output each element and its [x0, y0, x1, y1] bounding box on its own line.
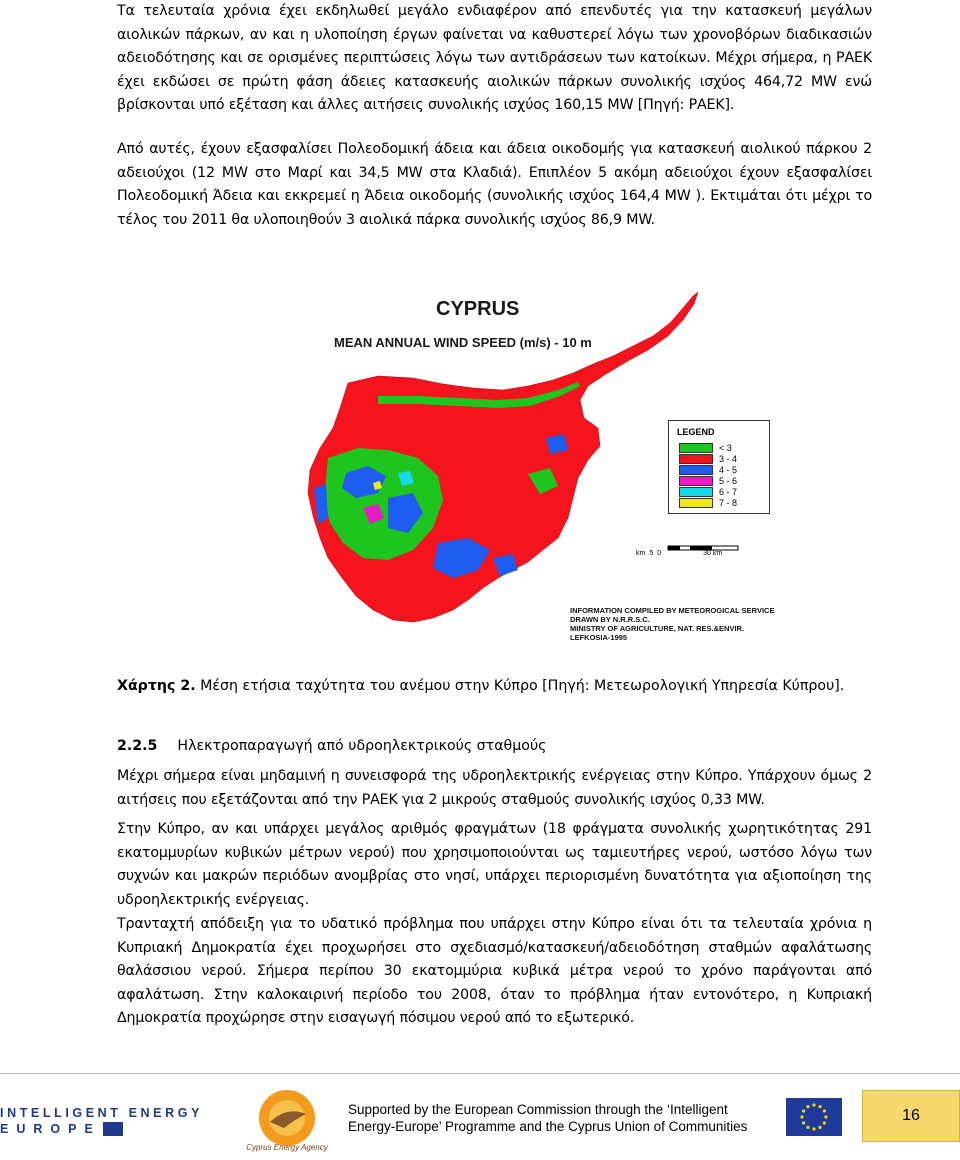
legend-row — [679, 498, 737, 508]
legend-swatch-cyan — [679, 487, 713, 497]
legend-label: 5 - 6 — [719, 476, 738, 486]
legend-row — [679, 454, 737, 464]
credit-line: INFORMATION COMPILED BY METEOROGICAL SERVICE — [570, 606, 775, 615]
legend-label: 4 - 5 — [719, 465, 738, 475]
eu-mini-flag-icon — [103, 1122, 123, 1136]
page-number-box — [862, 1090, 960, 1142]
section-title: Ηλεκτροπαραγωγή από υδροηλεκτρικούς σταθμούς — [177, 738, 547, 754]
credit-line: MINISTRY OF AGRICULTURE, NAT. RES.&ENVIR. — [570, 624, 745, 633]
legend-label: 6 - 7 — [719, 487, 738, 497]
paragraph-wind-parks: Τα τελευταία χρόνια έχει εκδηλωθεί μεγάλο ενδιαφέρον από επενδυτές για την κατασκευή μεγάλων αιολικών πάρκων, αν και η υλοποίηση έργων φαίνεται να καθυστερεί λόγω των χρονοβόρων διαδικασιών αδειοδότησης και σε ορισμένες περιπτώσεις λόγω των αντιδράσεων των κατοίκων. Μέχρι σήμερα, η ΡΑΕΚ έχει εκδώσει σε πρώτη φάση άδειες κατασκευής αιολικών πάρκων συνολικής ισχύος 464,72 MW ενώ βρίσκονται υπό εξέταση και άλλες αιτήσεις συνολικής ισχύος 160,15 MW [Πηγή: ΡΑΕΚ]. — [117, 3, 872, 113]
footer-support-line2: Energy-Europe’ Programme and the Cyprus Union of Communities — [348, 1119, 748, 1134]
section-heading — [117, 738, 546, 754]
paragraph-desalination: Τρανταχτή απόδειξη για το υδατικό πρόβλημα που υπάρχει στην Κύπρο είναι ότι τα τελευταία χρόνια η Κυπριακή Δημοκρατία έχει προχωρήσει στο σχεδιασμό/κατασκευή/αδειοδότηση σταθμών αφαλάτωσης θαλάσσιου νερού. Σήμερα περίπου 30 εκατομμύρια κυβικά μέτρα νερού το χρόνο παράγονται από αφαλάτωση. Στην καλοκαιρινή περίοδο του 2008, όταν το πρόβλημα ήταν εντονότερο, η Κυπριακή Δημοκρατία προχώρησε στην εισαγωγή πόσιμου νερού από το εξωτερικό. — [117, 916, 872, 1026]
caption-label: Χάρτης 2. — [117, 678, 196, 694]
footer-support-line1: Supported by the European Commission through the ‘Intelligent — [348, 1102, 728, 1117]
legend-label: 7 - 8 — [719, 498, 738, 508]
iee-logo-line1: INTELLIGENT ENERGY — [0, 1106, 204, 1120]
legend-label: 3 - 4 — [719, 454, 738, 464]
paragraph-permits: Από αυτές, έχουν εξασφαλίσει Πολεοδομική άδεια και άδεια οικοδομής για κατασκευή αιολικού πάρκου 2 αδειούχοι (12 MW στο Μαρί και 34,5 MW στα Κλαδιά). Επιπλέον 5 ακόμη αδειούχοι έχουν εξασφαλίσει Πολεοδομική Άδεια και εκκρεμεί η Άδεια οικοδομής (συνολικής ισχύος 164,4 MW ). Εκτιμάται ότι μέχρι το τέλος του 2011 θα υλοποιηθούν 3 αιολικά πάρκα συνολικής ισχύος 86,9 MW. — [117, 141, 872, 228]
scale-30: 30 km — [703, 550, 723, 557]
legend-swatch-blue — [679, 465, 713, 475]
caption-text: Μέση ετήσια ταχύτητα του ανέμου στην Κύπρο [Πηγή: Μετεωρολογική Υπηρεσία Κύπρου]. — [195, 678, 845, 694]
credit-line: DRAWN BY N.R.R.S.C. — [570, 615, 650, 624]
legend-label: < 3 — [719, 443, 732, 453]
map-scale-labels — [636, 550, 722, 557]
legend-row — [679, 487, 737, 497]
paragraph-hydro-contribution: Μέχρι σήμερα είναι μηδαμινή η συνεισφορά της υδροηλεκτρικής ενέργειας στην Κύπρο. Υπάρχουν όμως 2 αιτήσεις που εξετάζονται από την ΡΑΕΚ για 2 μικρούς σταθμούς συνολικής ισχύος 0,33 MW. — [117, 768, 872, 808]
legend-row — [679, 465, 737, 475]
map-credits — [570, 606, 774, 642]
page-number: 16 — [902, 1107, 920, 1124]
scale-km: km — [636, 550, 646, 557]
legend-row — [679, 443, 732, 453]
section-number: 2.2.5 — [117, 738, 158, 754]
paragraph-dams: Στην Κύπρο, αν και υπάρχει μεγάλος αριθμός φραγμάτων (18 φράγματα συνολικής χωρητικότητας 291 εκατομμυρίων κυβικών μέτρων νερού) που χρησιμοποιούνται ως ταμιευτήρες νερού, ωστόσο λόγω των συχνών και μακρών περιόδων ανομβρίας στο νησί, υπάρχει περιορισμένη δυνατότητα για αξιοποίηση της υδροηλεκτρικής ενέργειας. — [117, 821, 872, 908]
wind-speed-map — [228, 288, 788, 648]
scale-0: 0 — [657, 550, 662, 557]
map-caption — [117, 678, 844, 694]
iee-logo-line2-row — [0, 1122, 203, 1136]
legend-title: LEGEND — [677, 427, 715, 437]
intelligent-energy-europe-logo — [0, 1106, 203, 1136]
credit-line: LEFKOSIA-1995 — [570, 633, 628, 642]
footer-divider — [0, 1073, 960, 1074]
scale-5: 5 — [649, 550, 654, 557]
footer-support-text — [348, 1101, 788, 1135]
legend-swatch-green — [679, 443, 713, 453]
legend-swatch-red — [679, 454, 713, 464]
cyprus-energy-agency-logo — [232, 1084, 342, 1156]
map-subtitle: MEAN ANNUAL WIND SPEED (m/s) - 10 m — [334, 335, 592, 350]
sun-icon — [232, 1084, 342, 1156]
legend-swatch-magenta — [679, 476, 713, 486]
eu-flag-icon — [786, 1098, 842, 1136]
legend-row — [679, 476, 737, 486]
legend-swatch-yellow — [679, 498, 713, 508]
iee-logo-line2: EUROPE — [0, 1122, 101, 1136]
cea-logo-text: Cyprus Energy Agency — [246, 1143, 328, 1152]
map-legend — [668, 420, 770, 514]
map-title: CYPRUS — [436, 298, 520, 320]
